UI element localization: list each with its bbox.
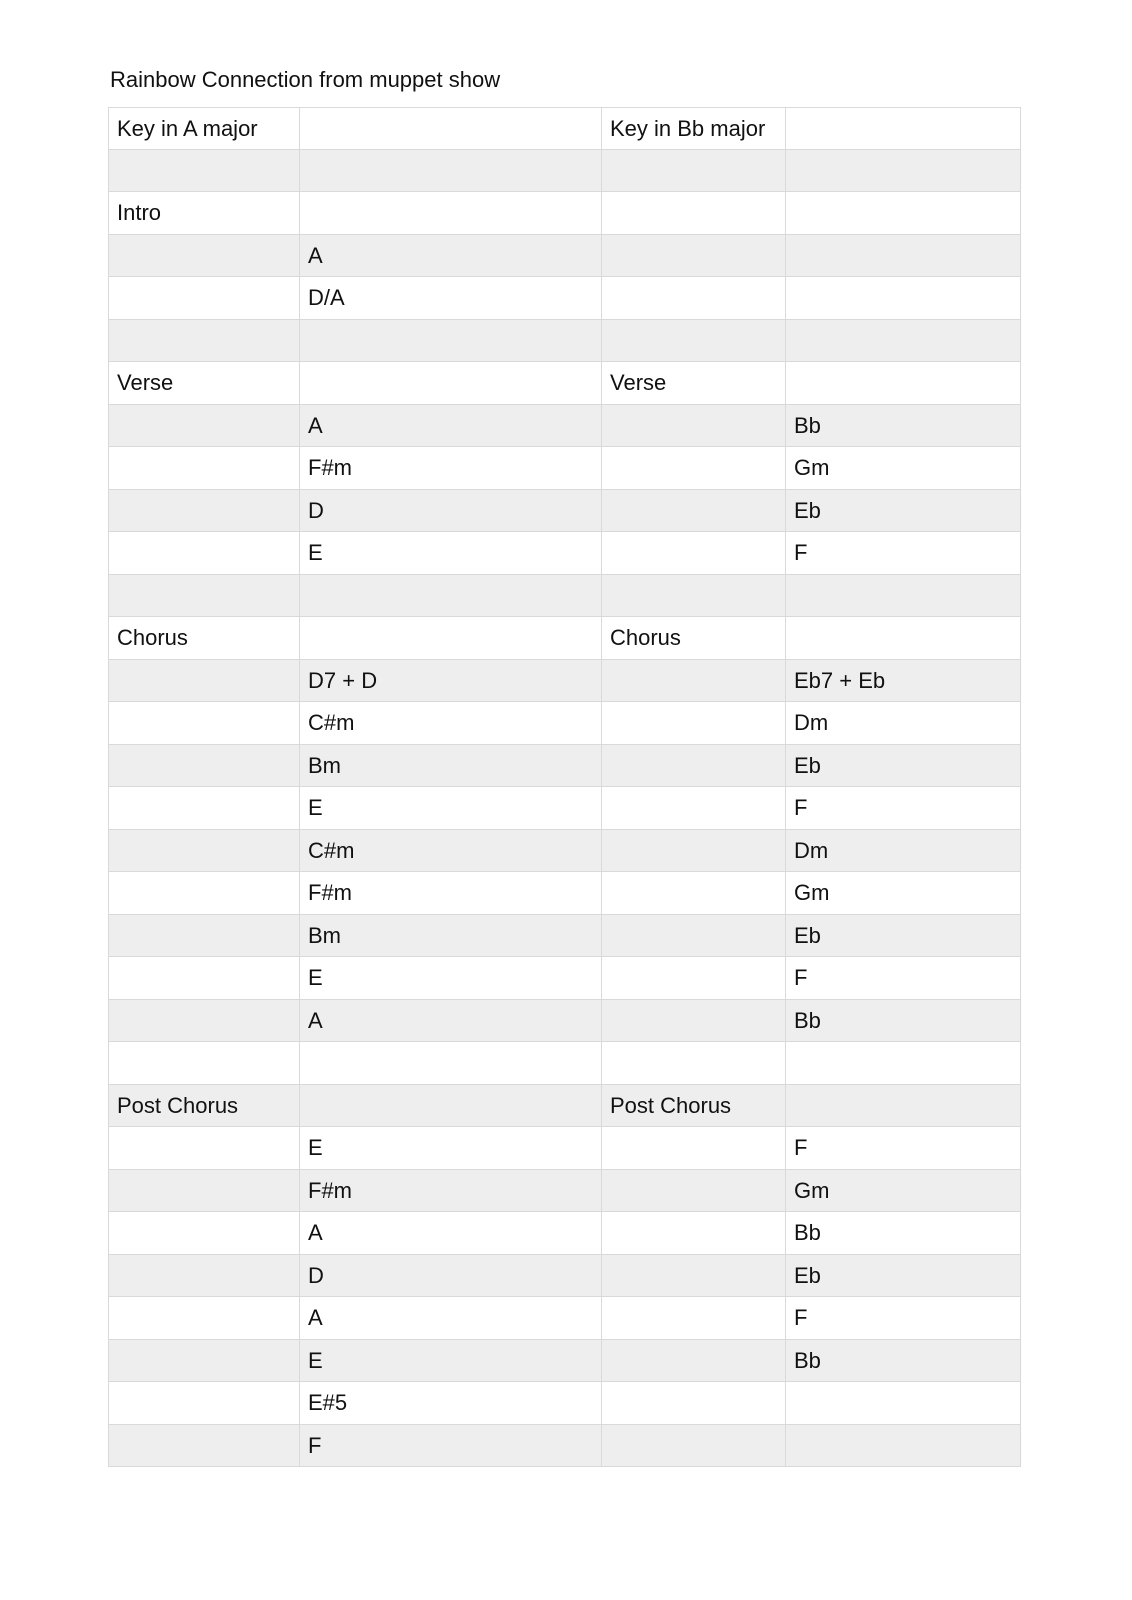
chord-bb-cell: Bb [785,405,1021,447]
chord-a-cell: A [299,1212,601,1254]
chord-a-cell [299,575,601,617]
table-row [108,1000,1021,1043]
section-a-cell [108,1382,299,1424]
chord-bb-cell: Eb [785,745,1021,787]
chord-bb-cell: F [785,1297,1021,1339]
section-a-cell [108,787,299,829]
section-bb-cell [601,1000,785,1042]
section-bb-cell: Chorus [601,617,785,659]
section-bb-cell [601,1042,785,1084]
section-bb-cell: Key in Bb major [601,108,785,149]
chord-bb-cell: Bb [785,1212,1021,1254]
section-bb-cell [601,957,785,999]
section-bb-cell [601,1127,785,1169]
chord-bb-cell [785,235,1021,277]
section-a-cell [108,532,299,574]
chord-bb-cell: Bb [785,1000,1021,1042]
chord-bb-cell [785,320,1021,362]
chord-a-cell: F#m [299,872,601,914]
section-a-cell [108,702,299,744]
table-row [108,787,1021,830]
chord-bb-cell: Dm [785,702,1021,744]
section-a-cell [108,915,299,957]
table-row [108,957,1021,1000]
chord-a-cell [299,108,601,149]
table-row [108,405,1021,448]
section-bb-cell [601,1212,785,1254]
chord-bb-cell: Eb [785,1255,1021,1297]
section-bb-cell [601,787,785,829]
table-row [108,1212,1021,1255]
chord-a-cell: E [299,957,601,999]
chord-a-cell: E [299,787,601,829]
document-title: Rainbow Connection from muppet show [110,67,501,92]
chord-a-cell: F#m [299,447,601,489]
table-row [108,1042,1021,1085]
chord-a-cell: D7 + D [299,660,601,702]
section-a-cell [108,1042,299,1084]
chord-a-cell: C#m [299,830,601,872]
table-row [108,660,1021,703]
table-row [108,532,1021,575]
table-row [108,1127,1021,1170]
table-row [108,362,1021,405]
chord-a-cell [299,617,601,659]
section-a-cell [108,1212,299,1254]
table-row [108,1382,1021,1425]
chord-bb-cell [785,192,1021,234]
chord-bb-cell [785,575,1021,617]
chord-a-cell [299,192,601,234]
chord-bb-cell [785,1085,1021,1127]
section-a-cell [108,447,299,489]
table-row [108,575,1021,618]
section-bb-cell [601,235,785,277]
section-a-cell [108,320,299,362]
chord-a-cell: E [299,532,601,574]
section-bb-cell [601,1382,785,1424]
section-a-cell [108,1255,299,1297]
section-a-cell [108,1127,299,1169]
table-row [108,1297,1021,1340]
chord-a-cell: E [299,1127,601,1169]
chord-a-cell: A [299,1000,601,1042]
section-bb-cell [601,1255,785,1297]
table-row [108,107,1021,150]
section-a-cell [108,235,299,277]
chord-a-cell: Bm [299,745,601,787]
section-a-cell: Key in A major [108,108,299,149]
section-bb-cell: Post Chorus [601,1085,785,1127]
chord-a-cell: F#m [299,1170,601,1212]
chord-a-cell: A [299,1297,601,1339]
section-a-cell: Chorus [108,617,299,659]
chord-a-cell: A [299,405,601,447]
section-bb-cell [601,150,785,192]
chord-a-cell: E#5 [299,1382,601,1424]
section-bb-cell [601,745,785,787]
table-row [108,490,1021,533]
chord-bb-cell: Gm [785,872,1021,914]
chord-bb-cell [785,617,1021,659]
table-row [108,192,1021,235]
chord-bb-cell [785,1425,1021,1467]
section-bb-cell [601,192,785,234]
chord-bb-cell [785,362,1021,404]
section-bb-cell [601,575,785,617]
chord-a-cell [299,1085,601,1127]
table-row [108,1425,1021,1468]
table-row [108,320,1021,363]
section-bb-cell [601,1425,785,1467]
section-a-cell [108,575,299,617]
chord-a-cell [299,362,601,404]
table-row [108,830,1021,873]
section-a-cell: Intro [108,192,299,234]
section-bb-cell [601,277,785,319]
table-row [108,277,1021,320]
section-a-cell [108,1297,299,1339]
chord-bb-cell: Eb [785,915,1021,957]
section-bb-cell [601,447,785,489]
table-row [108,745,1021,788]
section-a-cell [108,660,299,702]
section-bb-cell [601,490,785,532]
table-row [108,150,1021,193]
chord-bb-cell [785,150,1021,192]
section-bb-cell [601,532,785,574]
chord-bb-cell [785,277,1021,319]
section-a-cell [108,872,299,914]
chord-bb-cell [785,108,1021,149]
section-bb-cell [601,660,785,702]
table-row [108,1085,1021,1128]
section-bb-cell: Verse [601,362,785,404]
section-a-cell: Verse [108,362,299,404]
section-a-cell [108,1000,299,1042]
chord-bb-cell: F [785,957,1021,999]
chord-bb-cell [785,1382,1021,1424]
chord-a-cell: D [299,1255,601,1297]
section-bb-cell [601,1170,785,1212]
table-row [108,915,1021,958]
chord-bb-cell: Gm [785,1170,1021,1212]
chord-bb-cell: Bb [785,1340,1021,1382]
section-a-cell [108,1425,299,1467]
section-a-cell [108,830,299,872]
chord-a-cell [299,320,601,362]
chord-a-cell: F [299,1425,601,1467]
chord-bb-cell: F [785,532,1021,574]
table-row [108,235,1021,278]
chord-bb-cell: F [785,1127,1021,1169]
chord-a-cell: Bm [299,915,601,957]
section-bb-cell [601,405,785,447]
table-row [108,1340,1021,1383]
section-bb-cell [601,320,785,362]
chord-a-cell: E [299,1340,601,1382]
section-a-cell [108,745,299,787]
chord-bb-cell: Eb [785,490,1021,532]
section-a-cell [108,957,299,999]
chord-a-cell [299,1042,601,1084]
section-bb-cell [601,702,785,744]
chord-bb-cell: F [785,787,1021,829]
section-bb-cell [601,830,785,872]
chord-table [108,107,1021,1467]
section-a-cell [108,150,299,192]
chord-a-cell: D/A [299,277,601,319]
table-row [108,1255,1021,1298]
table-row [108,617,1021,660]
chord-bb-cell [785,1042,1021,1084]
table-row [108,702,1021,745]
table-row [108,872,1021,915]
chord-a-cell: D [299,490,601,532]
section-bb-cell [601,1297,785,1339]
section-a-cell [108,490,299,532]
chord-a-cell [299,150,601,192]
section-bb-cell [601,1340,785,1382]
section-a-cell [108,1340,299,1382]
chord-bb-cell: Dm [785,830,1021,872]
chord-bb-cell: Eb7 + Eb [785,660,1021,702]
table-row [108,447,1021,490]
section-bb-cell [601,872,785,914]
chord-a-cell: C#m [299,702,601,744]
section-a-cell [108,405,299,447]
section-a-cell [108,277,299,319]
chord-bb-cell: Gm [785,447,1021,489]
chord-a-cell: A [299,235,601,277]
table-row [108,1170,1021,1213]
section-a-cell: Post Chorus [108,1085,299,1127]
section-a-cell [108,1170,299,1212]
section-bb-cell [601,915,785,957]
